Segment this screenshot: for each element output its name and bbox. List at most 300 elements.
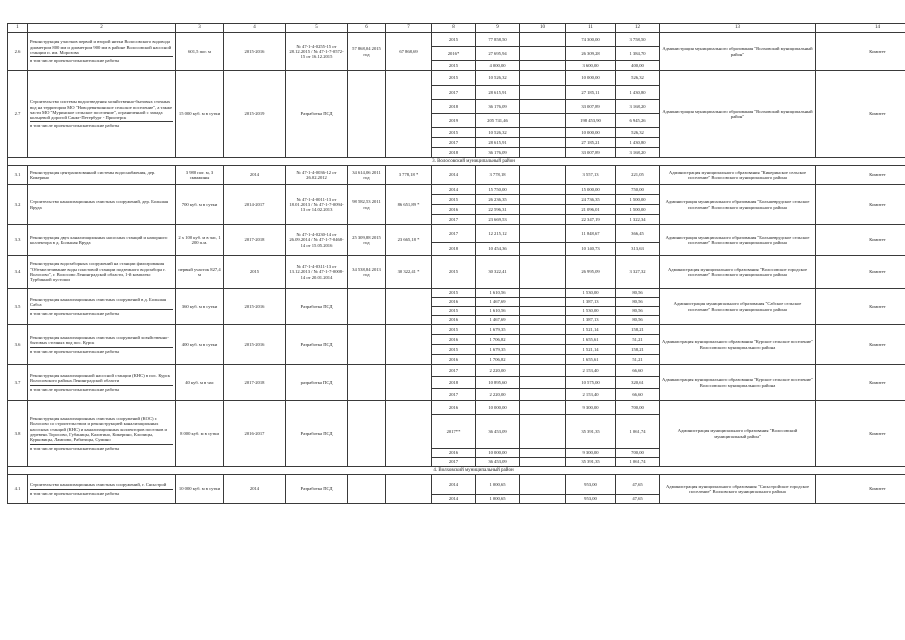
header-cell: 9 [476, 24, 520, 33]
header-cell: 2 [28, 24, 176, 33]
amount-regional: 15 000,00 [566, 185, 616, 195]
amount-regional: 1 530,00 [566, 307, 616, 316]
estimate: 25 309,88 2015 год [348, 225, 386, 256]
amount-regional: 22 347,19 [566, 215, 616, 225]
amount-local: 47,65 [616, 475, 660, 495]
object-name: Реконструкция канализационных очистных сооружений (КОС) г. Волосово со строительством и реконструкцией канализационных насосных станций (КНС) и канализационных коллекторов поселков и деревень Торосово, Губаницы, Калитино, Кикерино, Клопицы, Курковицы, Лампово, Рабитицы, Сумино [30, 416, 167, 443]
header-row [8, 24, 905, 33]
period: 2016-2017 [224, 401, 286, 467]
year: 2017 [432, 215, 476, 225]
estimate [348, 365, 386, 401]
amount-regional: 1 530,00 [566, 289, 616, 298]
table-row [8, 33, 905, 47]
amount-regional: 953,00 [566, 495, 616, 504]
capacity: 601,5 пог. м [176, 33, 224, 71]
responsible-org: Администрация муниципального образования "Большеврудское сельское поселение" Волосовского муниципального района [660, 225, 816, 256]
form: Комитет [816, 401, 905, 467]
amount-regional: 27 185,11 [566, 86, 616, 100]
year: 2017 [432, 225, 476, 243]
amount-local: 1 430,80 [616, 86, 660, 100]
header-cell: 3 [176, 24, 224, 33]
header-cell: 11 [566, 24, 616, 33]
object-subline: в том числе проектно-изыскательские работы [30, 444, 173, 451]
estimate [348, 325, 386, 365]
amount-total: 36 176,09 [476, 100, 520, 114]
row-number: 3.5 [8, 289, 28, 325]
year: 2016 [432, 316, 476, 325]
year: 2016 [432, 449, 476, 458]
year: 2015 [432, 61, 476, 71]
object-description [28, 33, 176, 71]
amount-local: 66,60 [616, 365, 660, 377]
amount-local: 80,56 [616, 316, 660, 325]
amount-empty [520, 47, 566, 61]
year: 2017 [432, 86, 476, 100]
row-number: 3.7 [8, 365, 28, 401]
object-description: Реконструкция водозаборных сооружений на станции фильтрования "Обезжелезивание воды пластовой станции подземного водозабора г. Волосово", г. Волосово Ленинградской области, 1-й комплекс Турбинной пустоши [28, 256, 176, 289]
amount-regional: 1 521,14 [566, 345, 616, 355]
object-subline: в том числе проектно-изыскательские работы [30, 309, 173, 316]
object-subline: в том числе проектно-изыскательские работы [30, 56, 173, 63]
year: 2015 [432, 307, 476, 316]
amount-empty [520, 377, 566, 389]
object-description: Реконструкция двух канализационных насосных станций и напорного коллектора в д. Большая Вруда [28, 225, 176, 256]
permit: Разработка ПСД [286, 475, 348, 504]
period: 2017-2018 [224, 365, 286, 401]
responsible-org: Администрация муниципального образования "Волосовский муниципальный район" [660, 401, 816, 467]
amount-empty [520, 225, 566, 243]
amount-local: 3 327,32 [616, 256, 660, 289]
year: 2016 [432, 401, 476, 415]
amount-total: 4 000,00 [476, 61, 520, 71]
year: 2017 [432, 138, 476, 148]
amount-regional: 1 387,13 [566, 316, 616, 325]
row-number: 2.6 [8, 33, 28, 71]
amount-empty [520, 325, 566, 335]
amount-local: 80,56 [616, 298, 660, 307]
total-cost [386, 365, 432, 401]
amount-total: 1 467,69 [476, 298, 520, 307]
amount-regional: 9 300,00 [566, 401, 616, 415]
object-subline: в том числе проектно-изыскательские работы [30, 385, 173, 392]
total-cost [386, 325, 432, 365]
header-cell: 4 [224, 24, 286, 33]
capacity: 40 куб. м в час [176, 365, 224, 401]
permit: № 47-1-4-0011-13 от 18.01.2013 / № 47-1-7-0094-13 от 14.02.2013 [286, 185, 348, 225]
amount-local: 320,61 [616, 377, 660, 389]
amount-empty [520, 166, 566, 185]
amount-local: 66,60 [616, 389, 660, 401]
amount-regional: 2 153,40 [566, 389, 616, 401]
year: 2014 [432, 166, 476, 185]
period: 2015-2016 [224, 325, 286, 365]
amount-local: 526,32 [616, 128, 660, 138]
responsible-org: Администрация муниципального образования "Курское сельское поселение" Волосовского муниципального района [660, 325, 816, 365]
amount-total: 28 615,91 [476, 138, 520, 148]
amount-empty [520, 289, 566, 298]
table-row [8, 475, 905, 495]
amount-total: 205 741,46 [476, 114, 520, 128]
responsible-org: Администрация муниципального образования "Большеврудское сельское поселение" Волосовского муниципального района [660, 185, 816, 225]
amount-total: 36 453,09 [476, 458, 520, 467]
year: 2015 [432, 256, 476, 289]
row-number: 3.1 [8, 166, 28, 185]
estimate: 34 614,06 2011 год [348, 166, 386, 185]
amount-local: 1 430,80 [616, 138, 660, 148]
estimate [348, 401, 386, 467]
amount-total: 36 176,09 [476, 148, 520, 158]
responsible-org: Администрация муниципального образования "Кикеринское сельское поселение" Волосовского муниципального района [660, 166, 816, 185]
row-number: 2.7 [8, 71, 28, 158]
capacity: 400 куб. м в сутки [176, 325, 224, 365]
year: 2015 [432, 128, 476, 138]
amount-empty [520, 475, 566, 495]
permit: № 47-1-4-0230-14 от 26.09.2014 / № 47-1-7-0468-14 от 15.05.2016 [286, 225, 348, 256]
permit: разработка ПСД [286, 365, 348, 401]
section-row [8, 158, 905, 166]
year: 2018 [432, 148, 476, 158]
amount-regional: 2 153,40 [566, 365, 616, 377]
amount-regional: 10 000,00 [566, 128, 616, 138]
year: 2016 [432, 298, 476, 307]
object-description [28, 365, 176, 401]
estimate [348, 475, 386, 504]
amount-local: 6 945,26 [616, 114, 660, 128]
amount-empty [520, 415, 566, 449]
amount-total: 1 679,35 [476, 325, 520, 335]
amount-local: 51,21 [616, 355, 660, 365]
amount-total: 1 610,56 [476, 307, 520, 316]
permit: № 47-1-4-0311-13 от 13.12.2013 / № 47-1-7-0008-14 от 20.01.2014 [286, 256, 348, 289]
amount-total: 10 454,36 [476, 243, 520, 256]
amount-local: 750,00 [616, 185, 660, 195]
amount-regional: 35 391,35 [566, 415, 616, 449]
period: 2015-2016 [224, 33, 286, 71]
amount-total: 12 215,12 [476, 225, 520, 243]
year: 2018 [432, 377, 476, 389]
amount-local: 1 500,00 [616, 195, 660, 205]
amount-regional: 953,00 [566, 475, 616, 495]
amount-local: 1 322,34 [616, 215, 660, 225]
estimate: 34 538,84 2013 год [348, 256, 386, 289]
form: Комитет [816, 289, 905, 325]
amount-local: 221,05 [616, 166, 660, 185]
amount-total: 22 596,31 [476, 205, 520, 215]
amount-empty [520, 205, 566, 215]
amount-total: 23 669,53 [476, 215, 520, 225]
period: 2014-2017 [224, 185, 286, 225]
total-cost: 23 665,18 * [386, 225, 432, 256]
capacity: 10 000 куб. м в сутки [176, 475, 224, 504]
amount-regional: 1 655,61 [566, 355, 616, 365]
total-cost [386, 401, 432, 467]
amount-local: 313,63 [616, 243, 660, 256]
permit: Разработка ПСД [286, 71, 348, 158]
amount-empty [520, 185, 566, 195]
table-row [8, 225, 905, 243]
total-cost: 86 651,89 * [386, 185, 432, 225]
amount-regional: 24 736,35 [566, 195, 616, 205]
period: 2014 [224, 475, 286, 504]
amount-regional: 10 000,00 [566, 71, 616, 86]
amount-local: 700,00 [616, 449, 660, 458]
amount-local: 1 500,00 [616, 205, 660, 215]
amount-local: 47,65 [616, 495, 660, 504]
object-description [28, 71, 176, 158]
amount-local: 526,32 [616, 71, 660, 86]
amount-empty [520, 335, 566, 345]
year: 2015 [432, 195, 476, 205]
amount-total: 77 858,50 [476, 33, 520, 47]
capacity: 360 куб. м в сутки [176, 289, 224, 325]
year: 2017** [432, 415, 476, 449]
header-cell: 8 [432, 24, 476, 33]
permit: Разработка ПСД [286, 289, 348, 325]
table-row [8, 401, 905, 415]
period: 2014 [224, 166, 286, 185]
total-cost: 67 868,69 [386, 33, 432, 71]
responsible-org: Администрация муниципального образования "Волховский муниципальный район" [660, 71, 816, 158]
form: Комитет [816, 325, 905, 365]
year: 2015 [432, 33, 476, 47]
amount-empty [520, 100, 566, 114]
amount-local: 158,21 [616, 345, 660, 355]
period: 2015 [224, 256, 286, 289]
year: 2015 [432, 345, 476, 355]
estimate [348, 71, 386, 158]
amount-total: 1 000,65 [476, 475, 520, 495]
permit: № 47-1-4-0036-12 от 26.02.2012 [286, 166, 348, 185]
year: 2014 [432, 495, 476, 504]
amount-local: 1 384,70 [616, 47, 660, 61]
year: 2017 [432, 365, 476, 377]
permit: Разработка ПСД [286, 325, 348, 365]
amount-regional: 1 387,13 [566, 298, 616, 307]
amount-regional: 1 521,14 [566, 325, 616, 335]
capacity: 2 х 100 куб. м в час, 1 200 п.м. [176, 225, 224, 256]
amount-total: 2 220,00 [476, 365, 520, 377]
amount-regional: 11 848,67 [566, 225, 616, 243]
total-cost [386, 475, 432, 504]
amount-regional: 74 300,00 [566, 33, 616, 47]
year: 2018 [432, 243, 476, 256]
amount-empty [520, 389, 566, 401]
capacity: 8 000 куб. м в сутки [176, 401, 224, 467]
amount-regional: 1 655,61 [566, 335, 616, 345]
object-description: Строительство канализационных очистных сооружений, дер. Большая Вруда [28, 185, 176, 225]
amount-total: 1 467,69 [476, 316, 520, 325]
amount-total: 1 000,65 [476, 495, 520, 504]
period: 2017-2018 [224, 225, 286, 256]
amount-local: 80,56 [616, 289, 660, 298]
object-description [28, 325, 176, 365]
responsible-org: Администрация муниципального образования "Волосовское городское поселение" Волосовского муниципального района [660, 256, 816, 289]
amount-empty [520, 195, 566, 205]
amount-total: 1 706,82 [476, 335, 520, 345]
amount-regional: 33 007,89 [566, 148, 616, 158]
amount-empty [520, 215, 566, 225]
amount-total: 2 220,00 [476, 389, 520, 401]
capacity: 700 куб. м в сутки [176, 185, 224, 225]
header-cell: 12 [616, 24, 660, 33]
amount-empty [520, 458, 566, 467]
amount-local: 3 168,20 [616, 148, 660, 158]
section-title: 4. Волховский муниципальный район [8, 467, 905, 475]
row-number: 3.8 [8, 401, 28, 467]
header-cell: 10 [520, 24, 566, 33]
year: 2016* [432, 47, 476, 61]
amount-regional: 21 096,01 [566, 205, 616, 215]
amount-local: 700,00 [616, 401, 660, 415]
amount-empty [520, 86, 566, 100]
total-cost: 3 778,18 * [386, 166, 432, 185]
year: 2015 [432, 71, 476, 86]
object-name: Строительство системы водоотведения хозяйственно-бытовых сточных вод на территории МО "Новодевяткинское сельское поселение", а также части МО "Муринское сельское поселение", ограниченной с запада кольцевой дорогой Санкт-Петербург - Приозерск [30, 99, 173, 121]
amount-regional: 10 575,00 [566, 377, 616, 389]
amount-local: 51,21 [616, 335, 660, 345]
estimate: 57 868,04 2015 год [348, 33, 386, 71]
form: Комитет [816, 166, 905, 185]
permit: Разработка ПСД [286, 401, 348, 467]
object-name: Реконструкция канализационной насосной станции (КНС) в пос. Курск Волосовского района Ленинградской области [30, 373, 170, 384]
amount-local: 80,56 [616, 307, 660, 316]
row-number: 3.4 [8, 256, 28, 289]
amount-regional: 33 007,89 [566, 100, 616, 114]
amount-total: 3 778,18 [476, 166, 520, 185]
amount-total: 1 706,82 [476, 355, 520, 365]
amount-empty [520, 114, 566, 128]
amount-local: 366,45 [616, 225, 660, 243]
table-row [8, 185, 905, 195]
amount-regional: 10 140,73 [566, 243, 616, 256]
object-description: Реконструкция централизованной системы водоснабжения, дер. Кикерино [28, 166, 176, 185]
row-number: 3.2 [8, 185, 28, 225]
object-name: Реконструкция канализационных очистных сооружений в д. Большая Сабса [30, 297, 167, 308]
amount-empty [520, 33, 566, 47]
amount-empty [520, 138, 566, 148]
form: Комитет [816, 365, 905, 401]
total-cost [386, 71, 432, 158]
amount-total: 10 000,00 [476, 401, 520, 415]
object-description [28, 401, 176, 467]
amount-regional: 9 300,00 [566, 449, 616, 458]
amount-total: 1 679,35 [476, 345, 520, 355]
year: 2016 [432, 205, 476, 215]
investment-program-table [7, 23, 905, 504]
year: 2018 [432, 100, 476, 114]
period: 2015-2019 [224, 71, 286, 158]
year: 2014 [432, 185, 476, 195]
total-cost: 30 322,41 * [386, 256, 432, 289]
header-cell: 14 [816, 24, 905, 33]
amount-local: 158,21 [616, 325, 660, 335]
amount-local: 3 168,20 [616, 100, 660, 114]
amount-local: 400,00 [616, 61, 660, 71]
amount-empty [520, 401, 566, 415]
amount-empty [520, 495, 566, 504]
row-number: 3.3 [8, 225, 28, 256]
year: 2015 [432, 289, 476, 298]
amount-total: 1 610,56 [476, 289, 520, 298]
object-name: Реконструкция участков первой и второй нитки Волосовского водовода диаметром 800 мм и диаметром 900 мм в районе Волосовской насосной станции п. им. Морозова [30, 39, 172, 55]
amount-total: 10 895,60 [476, 377, 520, 389]
amount-empty [520, 256, 566, 289]
table-row [8, 365, 905, 377]
amount-local: 1 061,74 [616, 458, 660, 467]
amount-empty [520, 345, 566, 355]
object-name: Реконструкция канализационных очистных сооружений хозяйственно-бытовых сточных вод пос. Курск [30, 335, 169, 346]
estimate [348, 289, 386, 325]
object-subline: в том числе проектно-изыскательские работы [30, 489, 173, 496]
object-subline: в том числе проектно-изыскательские работы [30, 121, 173, 128]
amount-regional: 26 309,28 [566, 47, 616, 61]
form: Комитет [816, 475, 905, 504]
header-cell: 7 [386, 24, 432, 33]
amount-empty [520, 298, 566, 307]
object-description [28, 289, 176, 325]
amount-regional: 26 995,09 [566, 256, 616, 289]
capacity: 3 980 пог. м, 3 скважины [176, 166, 224, 185]
amount-empty [520, 61, 566, 71]
period: 2015-2016 [224, 289, 286, 325]
table-row [8, 71, 905, 86]
responsible-org: Администрация муниципального образования "Волховский муниципальный район" [660, 33, 816, 71]
amount-total: 10 000,00 [476, 449, 520, 458]
year: 2014 [432, 475, 476, 495]
section-title: 3. Волосовский муниципальный район [8, 158, 905, 166]
form: Комитет [816, 33, 905, 71]
amount-regional: 27 185,21 [566, 138, 616, 148]
form: Комитет [816, 185, 905, 225]
object-subline: в том числе проектно-изыскательские работы [30, 347, 173, 354]
year: 2016 [432, 355, 476, 365]
row-number: 4.1 [8, 475, 28, 504]
amount-regional: 3 600,00 [566, 61, 616, 71]
amount-total: 27 695,94 [476, 47, 520, 61]
amount-regional: 35 391,35 [566, 458, 616, 467]
total-cost [386, 289, 432, 325]
row-number: 3.6 [8, 325, 28, 365]
amount-total: 10 526,32 [476, 128, 520, 138]
header-cell: 5 [286, 24, 348, 33]
amount-empty [520, 365, 566, 377]
header-cell: 6 [348, 24, 386, 33]
amount-empty [520, 316, 566, 325]
responsible-org: Администрация муниципального образования "Сабское сельское поселение" Волосовского муниципального района [660, 289, 816, 325]
amount-empty [520, 243, 566, 256]
responsible-org: Администрация муниципального образования "Курское сельское поселение" Волосовского муниципального района [660, 365, 816, 401]
amount-empty [520, 307, 566, 316]
table-row [8, 166, 905, 185]
object-description [28, 475, 176, 504]
amount-regional: 3 557,13 [566, 166, 616, 185]
amount-total: 30 322,41 [476, 256, 520, 289]
section-row [8, 467, 905, 475]
amount-local: 3 758,50 [616, 33, 660, 47]
table-row [8, 289, 905, 298]
amount-empty [520, 355, 566, 365]
form: Комитет [816, 256, 905, 289]
amount-total: 28 615,91 [476, 86, 520, 100]
amount-total: 36 453,09 [476, 415, 520, 449]
form: Комитет [816, 225, 905, 256]
amount-total: 15 750,00 [476, 185, 520, 195]
capacity: 15 000 куб. м в сутки [176, 71, 224, 158]
permit: № 47-1-4-0255-15 от 28.12.2015 / № 47-1-7-0572-15 от 16.12.2015 [286, 33, 348, 71]
amount-empty [520, 71, 566, 86]
amount-empty [520, 128, 566, 138]
table-row [8, 325, 905, 335]
